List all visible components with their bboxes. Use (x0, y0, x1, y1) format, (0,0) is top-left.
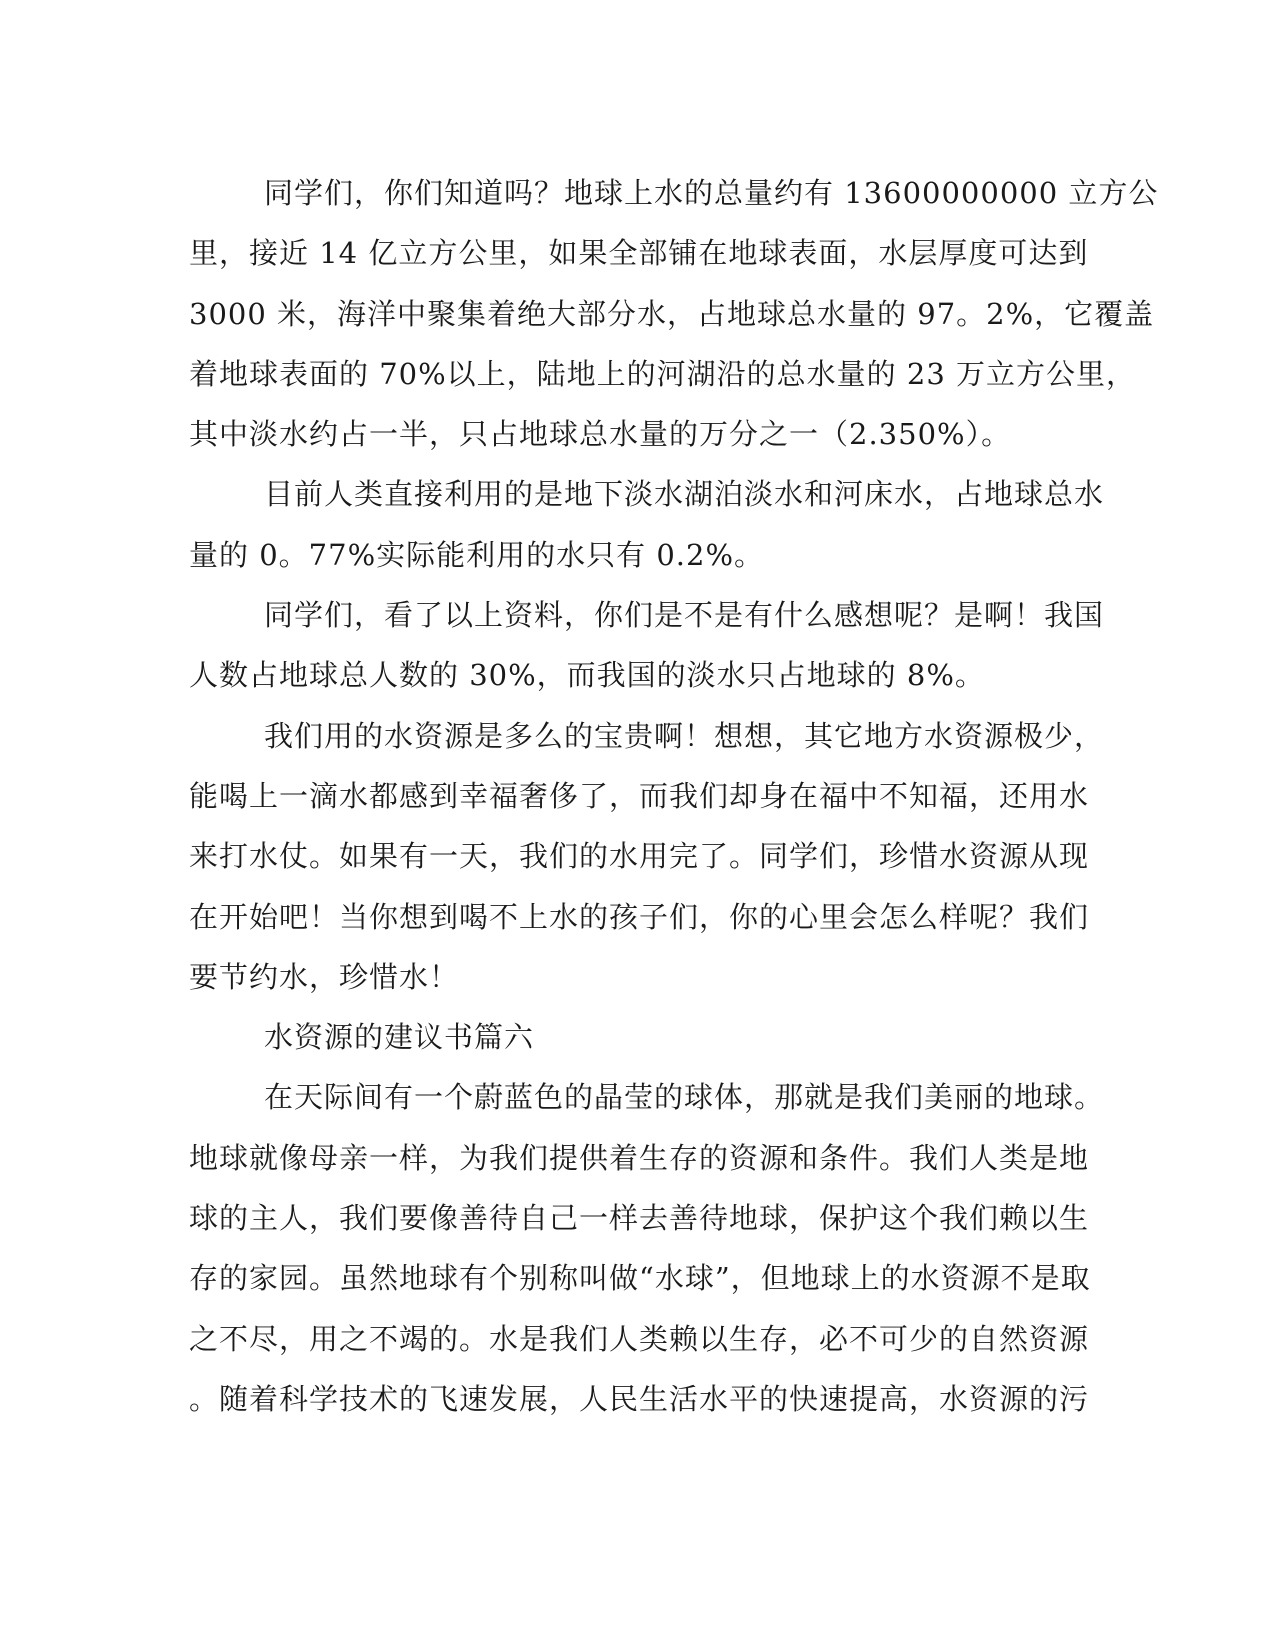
text-line: 之不尽，用之不竭的。水是我们人类赖以生存，必不可少的自然资源 (189, 1321, 1090, 1356)
text-line: 来打水仗。如果有一天，我们的水用完了。同学们，珍惜水资源从现 (189, 839, 1090, 874)
body-text (189, 163, 1159, 1429)
text-line: 3000 米，海洋中聚集着绝大部分水，占地球总水量的 97。2%，它覆盖 (189, 296, 1155, 331)
text-line: 能喝上一滴水都感到幸福奢侈了，而我们却身在福中不知福，还用水 (189, 778, 1090, 813)
text-line: 人数占地球总人数的 30%，而我国的淡水只占地球的 8%。 (189, 658, 985, 693)
text-line: 地球就像母亲一样，为我们提供着生存的资源和条件。我们人类是地 (189, 1140, 1090, 1175)
text-line: 同学们，你们知道吗？地球上水的总量约有 13600000000 立方公 (264, 176, 1159, 210)
text-line: 水资源的建议书篇六 (264, 1020, 535, 1055)
text-line: 量的 0。77%实际能利用的水只有 0.2%。 (189, 537, 765, 572)
text-line: 同学们，看了以上资料，你们是不是有什么感想呢？是啊！我国 (264, 598, 1105, 633)
text-line: 球的主人，我们要像善待自己一样去善待地球，保护这个我们赖以生 (189, 1201, 1090, 1236)
text-line: 。随着科学技术的飞速发展，人民生活水平的快速提高，水资源的污 (189, 1381, 1090, 1416)
text-line: 里，接近 14 亿立方公里，如果全部铺在地球表面，水层厚度可达到 (189, 236, 1089, 271)
text-line: 其中淡水约占一半，只占地球总水量的万分之一（2.350%）。 (189, 417, 1012, 452)
text-line: 存的家园。虽然地球有个别称叫做“水球”，但地球上的水资源不是取 (189, 1261, 1091, 1296)
text-line: 在天际间有一个蔚蓝色的晶莹的球体，那就是我们美丽的地球。 (264, 1080, 1105, 1115)
text-line: 着地球表面的 70%以上，陆地上的河湖沿的总水量的 23 万立方公里， (189, 356, 1137, 391)
text-line: 要节约水，珍惜水！ (189, 959, 460, 994)
text-line: 我们用的水资源是多么的宝贵啊！想想，其它地方水资源极少， (264, 718, 1105, 753)
text-line: 目前人类直接利用的是地下淡水湖泊淡水和河床水，占地球总水 (264, 477, 1105, 512)
text-line: 在开始吧！当你想到喝不上水的孩子们，你的心里会怎么样呢？我们 (189, 899, 1090, 934)
